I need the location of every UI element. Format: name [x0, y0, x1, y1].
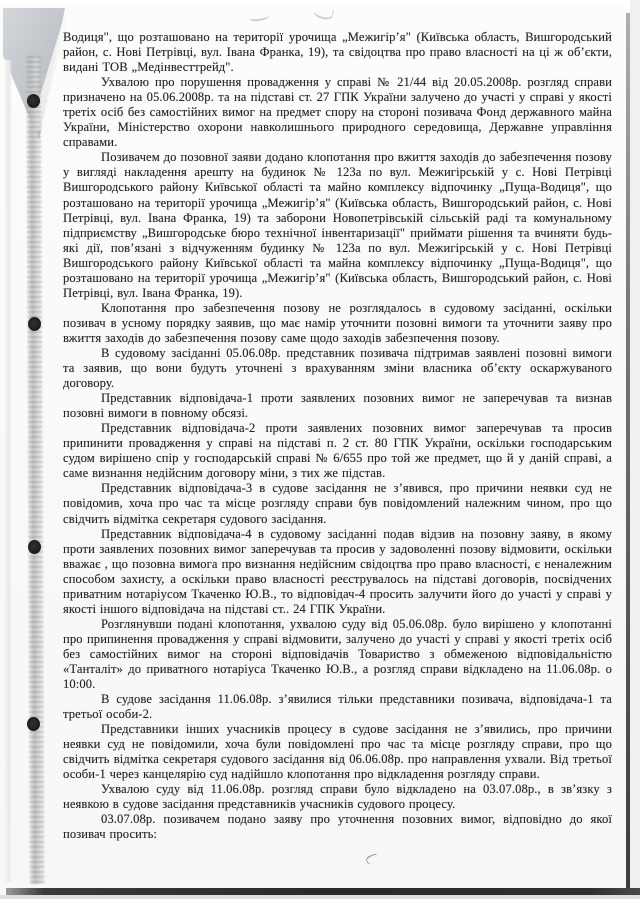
document-text-block	[63, 30, 612, 843]
right-outer-margin	[630, 0, 640, 899]
scan-bottom-margin	[0, 895, 640, 899]
document-paragraph: Клопотання про забезпечення позову не розглядалось в судовому засіданні, оскільки позивач в усному порядку заявив, що має намір уточнити позовні вимоги та уточнити заяву про вжиття заходів до забезпечення позову саме щодо заходів забезпечення позову.	[63, 300, 612, 345]
document-paragraph: В судовому засіданні 05.06.08р. представник позивача підтримав заявлені позовні вимоги та заявив, що вони будуть уточнені з врахуванням зміни власника об’єкту оскаржуваного договору.	[63, 345, 612, 391]
punch-hole	[28, 317, 41, 331]
document-paragraph: В судове засідання 11.06.08р. з’явилися тільки представники позивача, відповідача-1 та третьої особи-2.	[63, 692, 612, 722]
document-paragraph: Ухвалою суду від 11.06.08р. розгляд справи було відкладено на 03.07.08р., в зв’язку з неявкою в судове засідання представників учасників судового процесу.	[63, 782, 612, 812]
punch-hole	[28, 540, 41, 554]
document-paragraph: Представник відповідача-4 в судовому засіданні подав відзив на позовну заяву, в якому проти заявлених позовних вимог заперечував та просив у задоволенні позову відмовити, оскільки вважає , що позовна вимога про визнання недійсним свідоцтва про право власності, є неналежним способом захисту, а оскільки право власності реєструвалось на підставі договорів, посвідчених приватним нотаріусом Ткаченко Ю.В., то відповідач-4 просить залучити його до участі у справі у якості іншого відповідача на підставі ст.. 24 ГПК України.	[63, 526, 612, 616]
document-paragraph: Водиця", що розташовано на території урочища „Межигір’я" (Київська область, Вишгородський район, с. Нові Петрівці, вул. Івана Франка, 19), та свідоцтва про право власності на ці ж об’єкти, видані ТОВ „Медінвесттрейд".	[63, 30, 612, 75]
left-outer-margin	[5, 60, 12, 882]
document-paragraph: Ухвалою про порушення провадження у справі № 21/44 від 20.05.2008р. розгляд справи призначено на 05.06.2008р. та на підставі ст. 27 ГПК України залучено до участі у справі у якості третіх осіб без самостійних вимог на предмет спору на стороні позивача Фонд державного майна України, Міністерство охорони навколишнього природного середовища, Державне управління справами.	[63, 75, 612, 150]
punch-hole	[27, 717, 40, 731]
punch-hole	[27, 94, 40, 108]
document-paragraph: Розглянувши подані клопотання, ухвалою суду від 05.06.08р. було вирішено у клопотанні про припинення провадження у справі відмовити, залучено до участі у справі у якості третіх осіб без самостійних вимог на стороні відповідачів Товариство з обмеженою відповідальністю «Танталіт» до приватного нотаріуса Ткаченко Ю.В., а розгляд справи відкладено на 11.06.08р. о 10:00.	[63, 616, 612, 692]
document-paragraph: Представники інших учасників процесу в судове засідання не з’явились, про причини неявки суд не повідомили, хоча були повідомлені про час та місце розгляду справи, про що свідчить відмітка секретаря судового засідання від 06.06.08р. про направлення ухвали. Від третьої особи-1 через канцелярію суд надійшло клопотання про відкладення розгляду справи.	[63, 722, 612, 782]
document-paragraph: Представник відповідача-2 проти заявлених позовних вимог заперечував та просив припинити провадження у справі на підставі п. 2 ст. 80 ГПК України, оскільки господарським судом вирішено спір у господарській справі № 6/655 про той же предмет, що й у даній справі, а саме визнання недійсним договору міни, з тих же підстав.	[63, 421, 612, 481]
document-paragraph: 03.07.08р. позивачем подано заяву про уточнення позовних вимог, відповідно до якої позивач просить:	[63, 812, 612, 842]
document-paragraph: Представник відповідача-1 проти заявлених позовних вимог не заперечував та визнав позовні вимоги в повному обсязі.	[63, 391, 612, 421]
document-paragraph: Позивачем до позовної заяви додано клопотання про вжиття заходів до забезпечення позову у вигляді накладення арешту на будинок № 123а по вул. Межигірській у с. Нові Петрівці Вишгородського району Київської області та майно комплексу відпочинку „Пуща-Водиця", що розташовано на території урочища „Межигір’я" (Київська область, Вишгородський район, с. Нові Петрівці, вул. Івана Франка, 19) та заборони Новопетрівській сільській раді та комунальному підприємству „Вишгородське бюро технічної інвентаризації" приймати рішення та вчиняти будь-які дії, пов’язані з відчуженням будинку № 123а по вул. Межигірській у с. Нові Петрівці Вишгородського району Київської області та майна комплексу відпочинку „Пуща-Водиця", що розташовано на території урочища „Межигір’я" (Київська область, Вишгородський район, с. Нові Петрівці, вул. Івана Франка, 19).	[63, 150, 612, 300]
document-paragraph: Представник відповідача-3 в судове засідання не з’явився, про причини неявки суд не повідомив, хоча про час та місце розгляду справи був повідомлений належним чином, про що свідчить відмітка секретаря судового засідання.	[63, 481, 612, 526]
scan-bottom-bar	[6, 888, 640, 895]
